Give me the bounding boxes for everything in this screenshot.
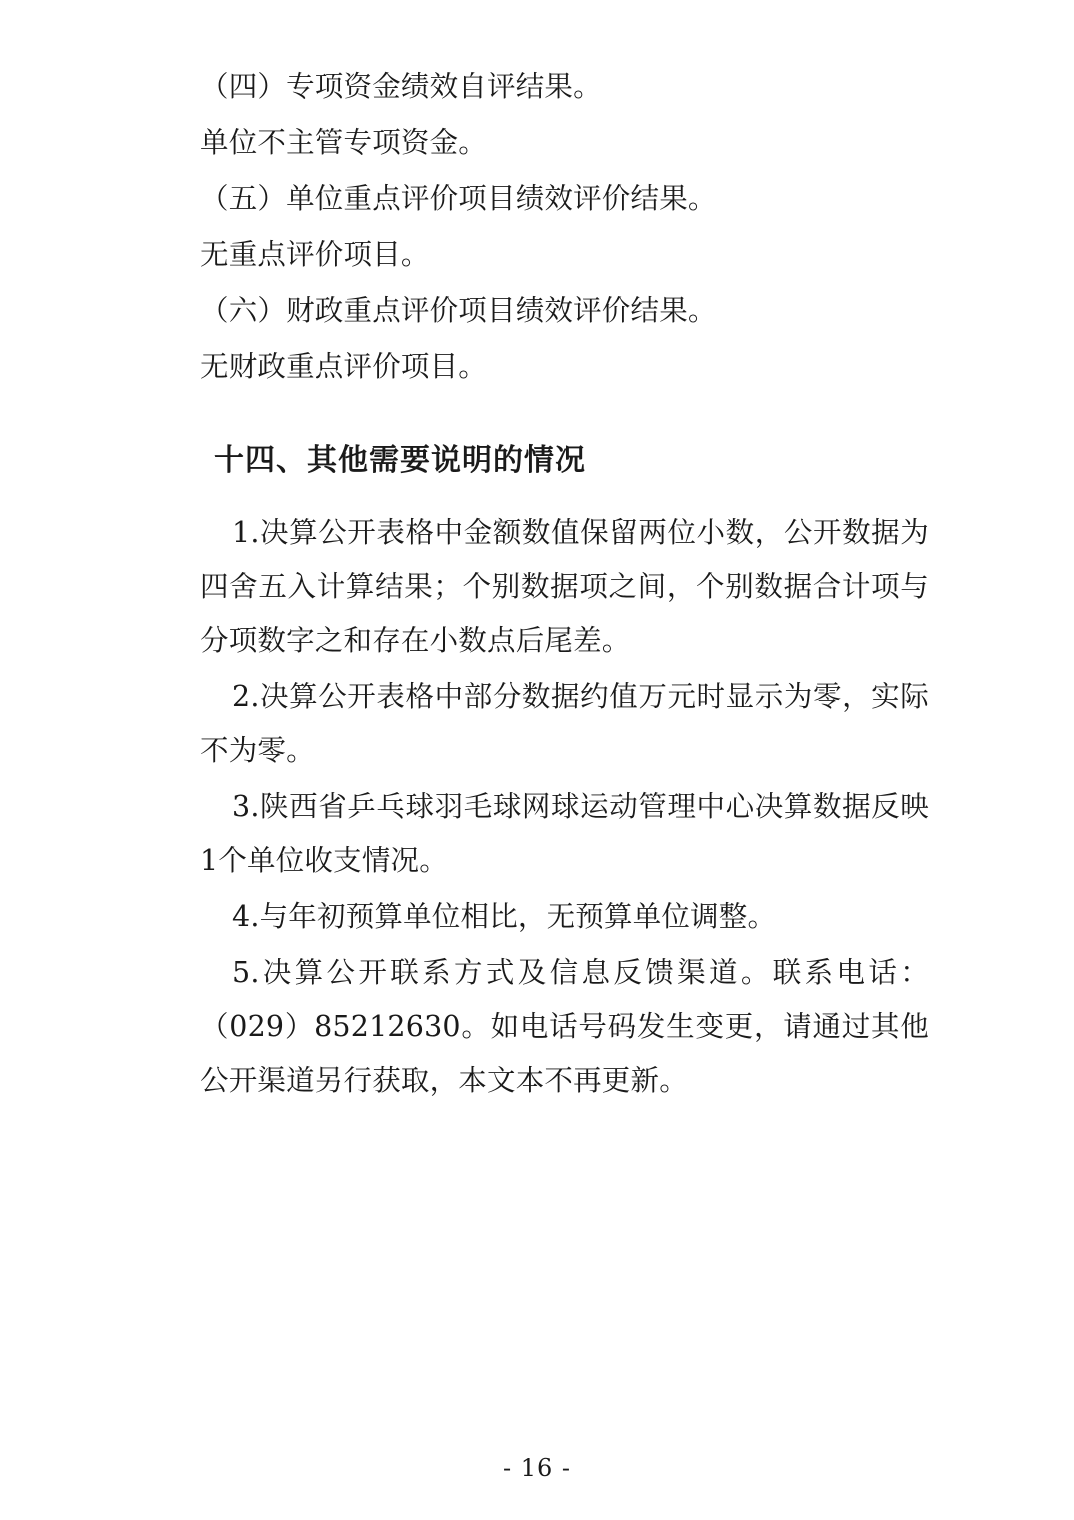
paragraph-five-body: 无重点评价项目。 xyxy=(200,238,430,271)
paragraph-six-body: 无财政重点评价项目。 xyxy=(200,350,488,383)
list-item: 5.决算公开联系方式及信息反馈渠道。联系电话：（029）85212630。如电话号码发生变更，请通过其他公开渠道另行获取，本文本不再更新。 xyxy=(200,956,929,1097)
paragraph-four-body: 单位不主管专项资金。 xyxy=(200,126,488,159)
section-heading-fourteen: 十四、其他需要说明的情况 xyxy=(214,443,586,478)
paragraph-five-heading: （五）单位重点评价项目绩效评价结果。 xyxy=(200,182,717,215)
paragraph-six-heading: （六）财政重点评价项目绩效评价结果。 xyxy=(200,294,717,327)
page-number: - 16 - xyxy=(502,1454,571,1482)
list-item: 4.与年初预算单位相比，无预算单位调整。 xyxy=(232,900,777,933)
list-item: 2.决算公开表格中部分数据约值万元时显示为零，实际不为零。 xyxy=(200,680,929,767)
section-body xyxy=(200,506,929,1108)
list-item: 1.决算公开表格中金额数值保留两位小数，公开数据为四舍五入计算结果；个别数据项之间，个别数据合计项与分项数字之和存在小数点后尾差。 xyxy=(200,516,929,657)
paragraph-four-heading: （四）专项资金绩效自评结果。 xyxy=(200,70,602,103)
list-item: 3.陕西省乒乓球羽毛球网球运动管理中心决算数据反映1个单位收支情况。 xyxy=(200,790,929,877)
